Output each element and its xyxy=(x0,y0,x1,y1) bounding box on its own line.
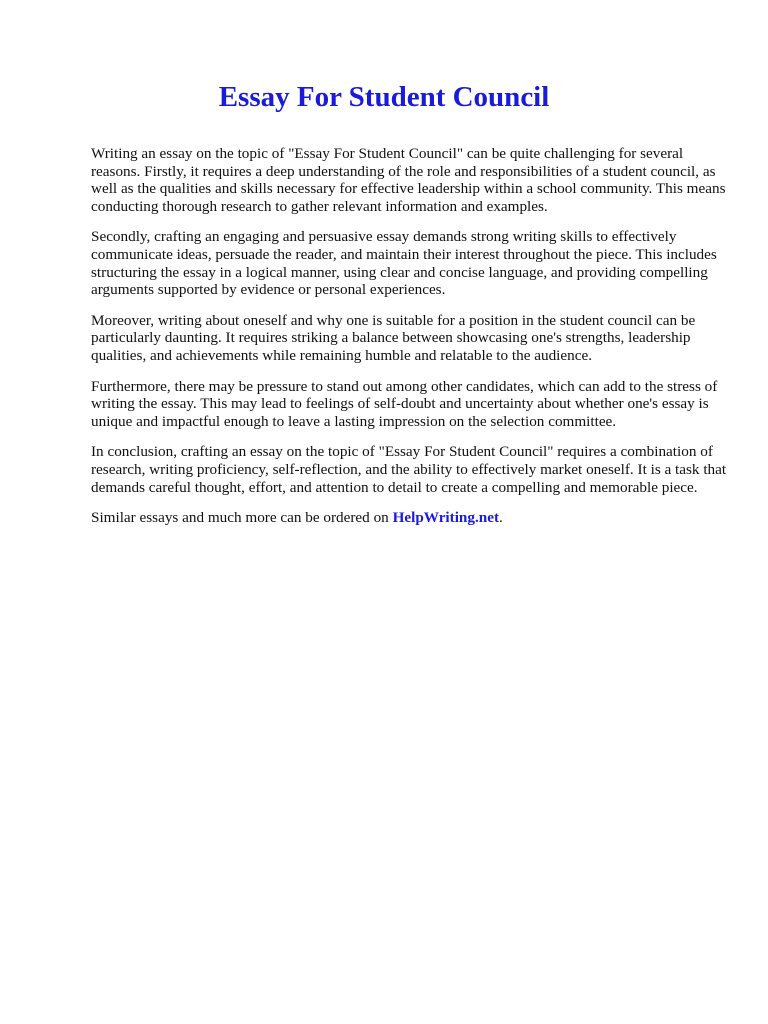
paragraph-4: Furthermore, there may be pressure to stand out among other candidates, which can add to the stress of writing the essay. This may lead to feelings of self-doubt and uncertainty about whether one's essay is unique and impactful enough to leave a lasting impression on the selection committee. xyxy=(91,377,718,430)
helpwriting-link[interactable]: HelpWriting.net xyxy=(392,509,500,527)
page-title: Essay For Student Council xyxy=(218,81,550,113)
essay-body xyxy=(91,145,731,540)
paragraph-5: In conclusion, crafting an essay on the topic of "Essay For Student Council" requires a combination of research, writing proficiency, self-reflection, and the ability to effectively market oneself. It is a task that demands careful thought, effort, and attention to detail to create a compelling and memorable piece. xyxy=(91,443,727,496)
closing-suffix: . xyxy=(499,509,503,527)
closing-prefix: Similar essays and much more can be ordered on xyxy=(91,509,393,527)
paragraph-2: Secondly, crafting an engaging and persuasive essay demands strong writing skills to effectively communicate ideas, persuade the reader, and maintain their interest throughout the piece. This includes structuring the essay in a logical manner, using clear and concise language, and providing compelling arguments supported by evidence or personal experiences. xyxy=(91,228,717,299)
paragraph-3: Moreover, writing about oneself and why one is suitable for a position in the student council can be particularly daunting. It requires striking a balance between showcasing one's strengths, leadership qualities, and achievements while remaining humble and relatable to the audience. xyxy=(91,311,696,364)
paragraph-1: Writing an essay on the topic of "Essay For Student Council" can be quite challenging for several reasons. Firstly, it requires a deep understanding of the role and responsibilities of a student council, as well as the qualities and skills necessary for effective leadership within a school community. This means conducting thorough research to gather relevant information and examples. xyxy=(91,145,726,215)
closing-line xyxy=(91,509,731,527)
